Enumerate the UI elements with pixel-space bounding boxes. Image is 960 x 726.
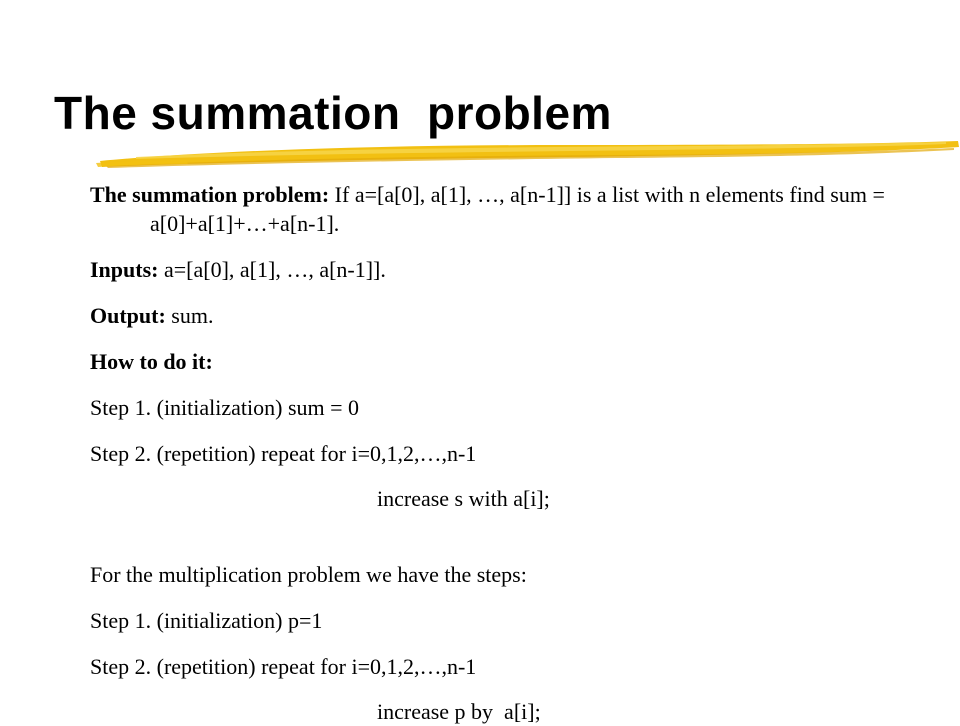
sum-step-2-body: increase s with a[i];: [377, 486, 550, 511]
output-line: [90, 301, 940, 330]
problem-label: The summation problem:: [90, 182, 330, 207]
output-label: Output:: [90, 303, 166, 328]
sum-step-2: Step 2. (repetition) repeat for i=0,1,2,…,n-1: [90, 441, 477, 466]
title-highlight-stroke: [96, 130, 960, 178]
product-step-1: Step 1. (initialization) p=1: [90, 608, 323, 633]
output-text: sum.: [165, 303, 214, 328]
product-step-2: Step 2. (repetition) repeat for i=0,1,2,…,n-1: [90, 654, 477, 679]
problem-definition: [90, 180, 940, 238]
how-to-line: [90, 347, 940, 376]
how-to-label: How to do it:: [90, 349, 213, 374]
slide-body: [90, 180, 940, 726]
product-step-2-body: increase p by a[i];: [377, 699, 541, 724]
inputs-text: a=[a[0], a[1], …, a[n-1]].: [158, 257, 386, 282]
slide-title: The summation problem: [54, 87, 612, 139]
inputs-label: Inputs:: [90, 257, 159, 282]
multiplication-intro: For the multiplication problem we have the steps:: [90, 562, 527, 587]
inputs-line: [90, 255, 940, 284]
problem-text: If a=[a[0], a[1], …, a[n-1]] is a list with n elements find sum = a[0]+a[1]+…+a[n-1].: [150, 182, 885, 236]
sum-step-1: Step 1. (initialization) sum = 0: [90, 395, 360, 420]
